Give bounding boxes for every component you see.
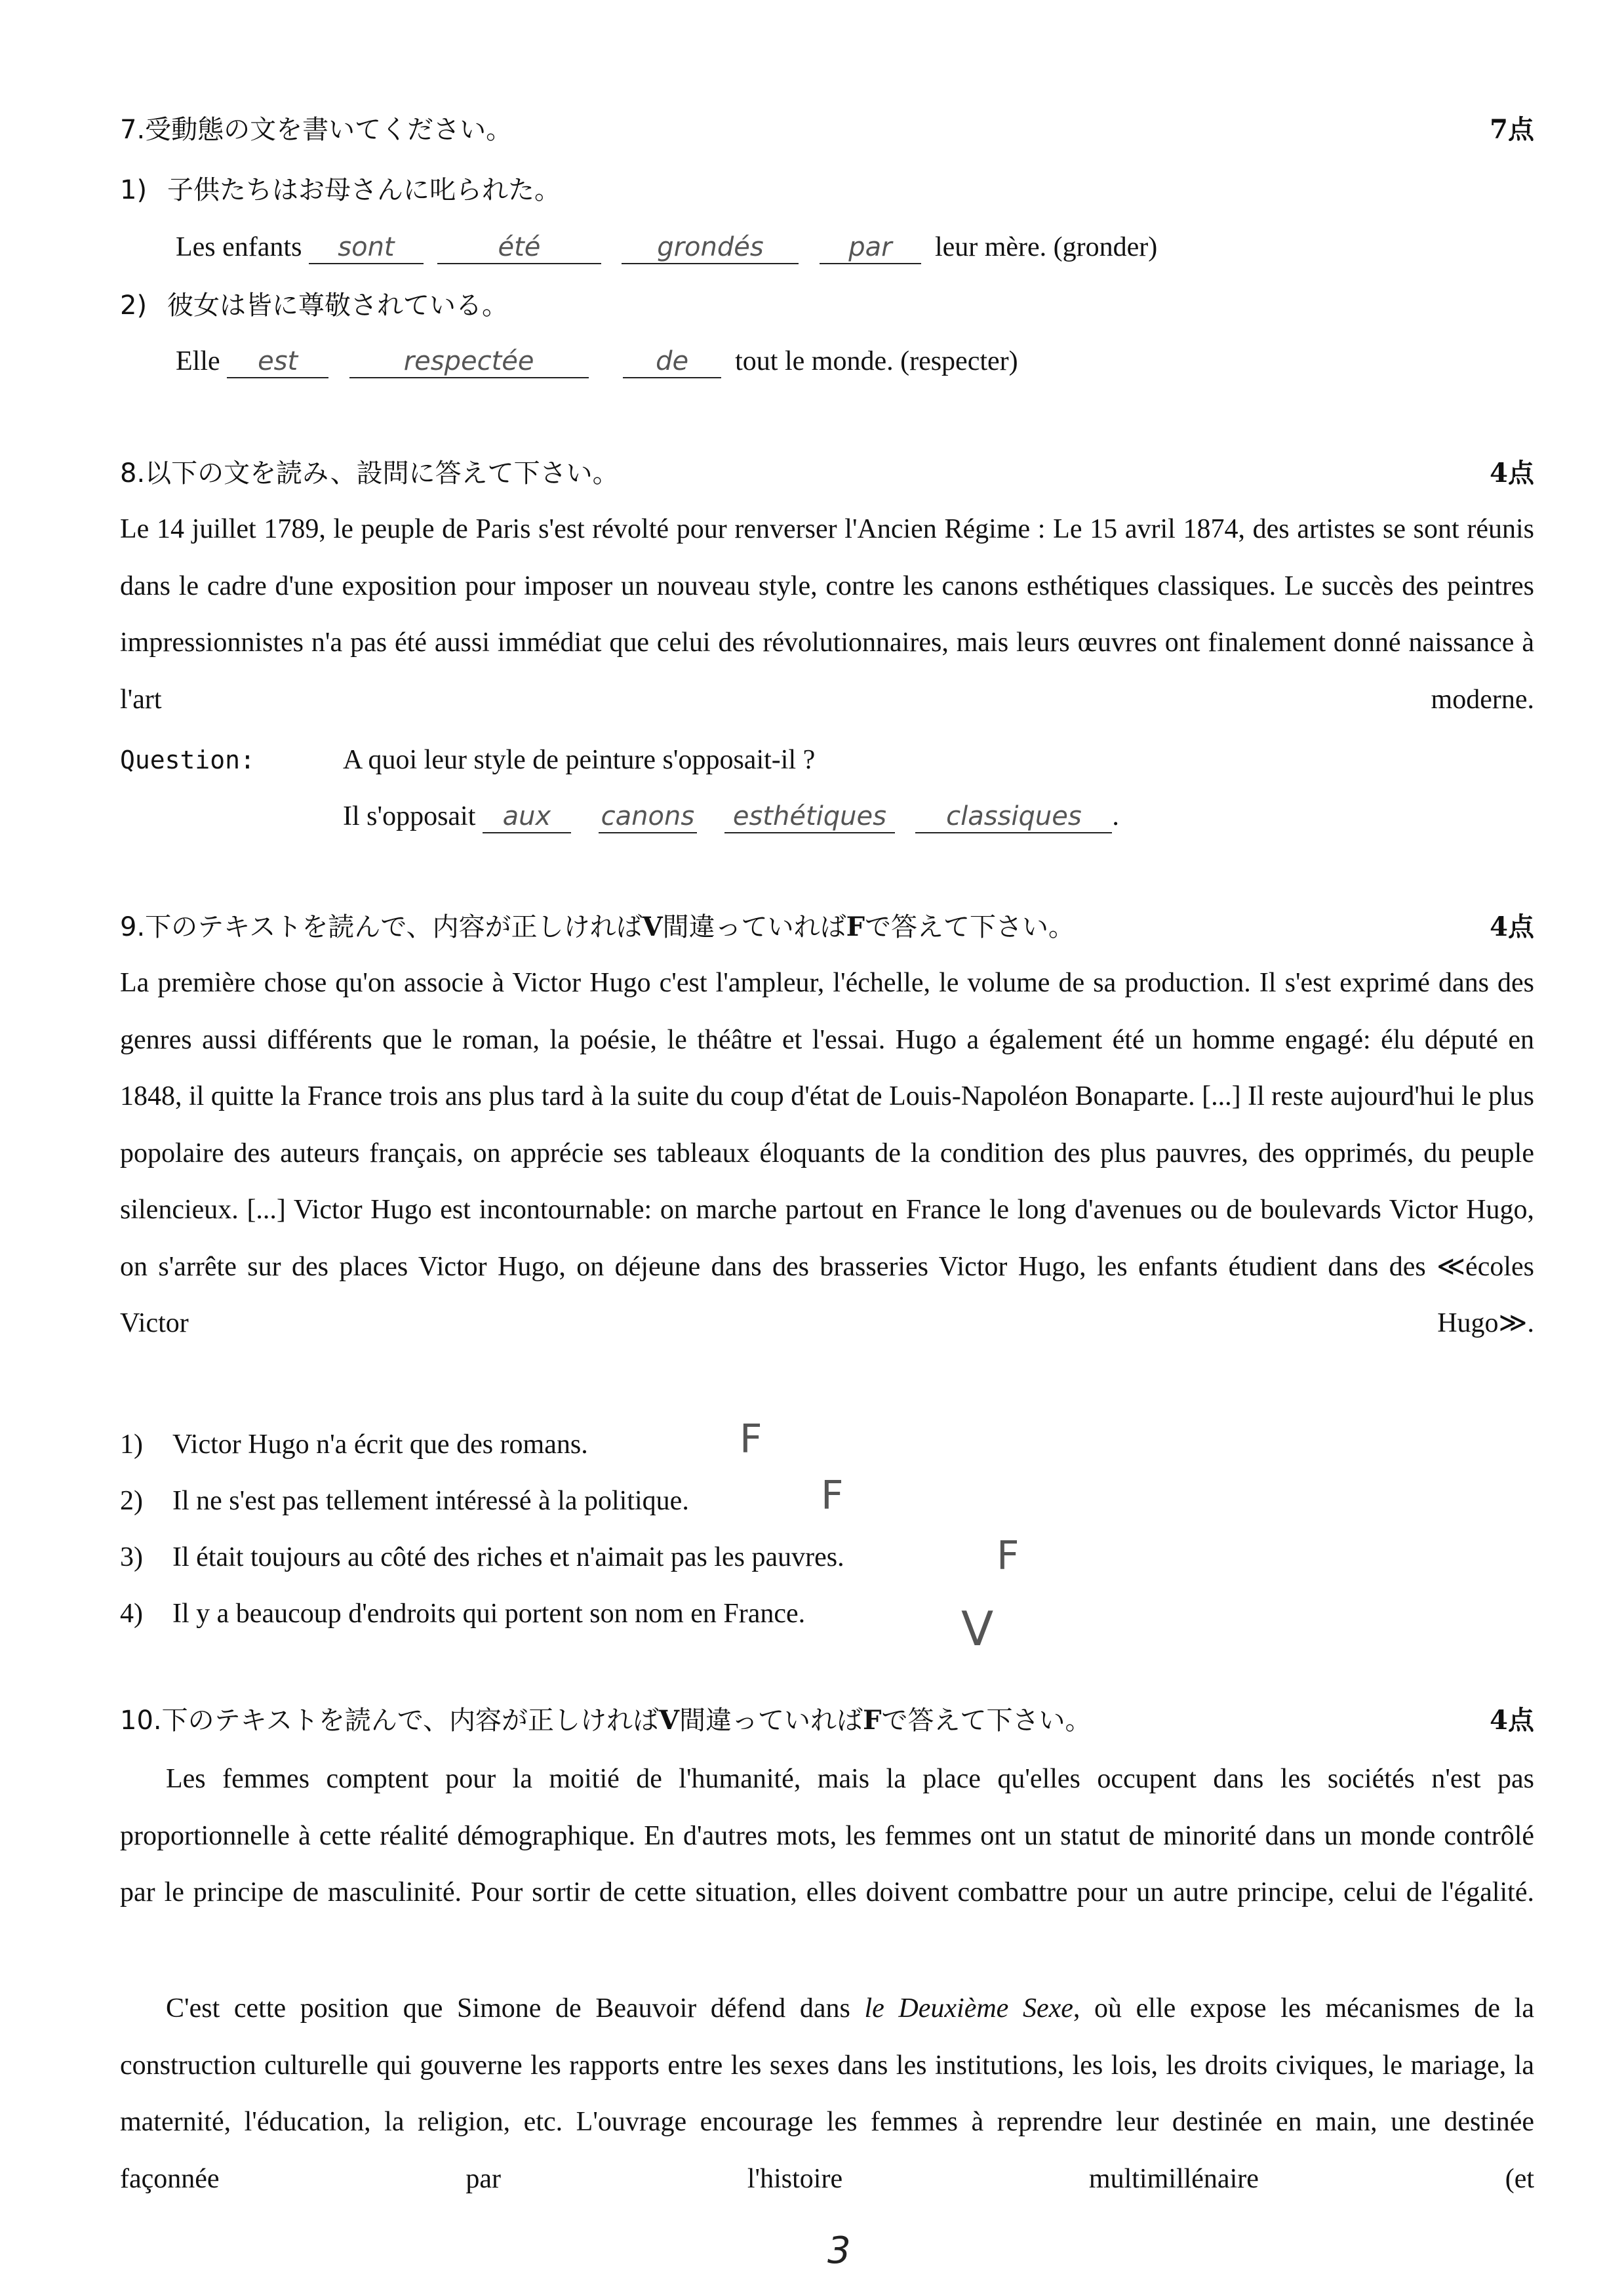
q8-question-label: Question: [120, 746, 255, 774]
q7-s2-answer-1[interactable]: est [227, 346, 328, 378]
q8-points: 4点 [1490, 458, 1534, 489]
q8-heading [120, 455, 1534, 492]
q8-answer-3[interactable]: esthétiques [724, 801, 895, 833]
q10-points: 4点 [1490, 1705, 1534, 1736]
q7-s2-end: tout le monde. (respecter) [735, 346, 1018, 376]
q7-sentence-2-jp [120, 287, 1534, 324]
q9-heading-a: 9.下のテキストを読んで、内容が正しければ [120, 912, 643, 942]
q7-sentence-1-jp [120, 172, 1534, 209]
q7-s1-number: 1) [120, 175, 148, 205]
q9-item-4-mark[interactable]: V [961, 1601, 994, 1656]
q10-heading-c: で答えて下さい。 [881, 1706, 1092, 1736]
q7-s1-answer-3[interactable]: grondés [622, 231, 799, 264]
q9-item-2-text: Il ne s'est pas tellement intéressé à la politique. [172, 1486, 689, 1516]
q9-item-2-mark[interactable]: F [821, 1473, 844, 1519]
q7-sentence-1-fr [176, 228, 1487, 266]
q7-s2-start: Elle [176, 346, 220, 376]
q10-heading-v: V [659, 1705, 680, 1736]
q10-heading-a: 10.下のテキストを読んで、内容が正しければ [120, 1706, 660, 1736]
q7-s2-answer-2[interactable]: respectée [349, 346, 589, 378]
q9-heading-b: 間違っていれば [662, 912, 846, 942]
q9-heading-f: F [846, 911, 865, 942]
q8-answer-4[interactable]: classiques [915, 801, 1112, 833]
q8-heading-text: 8.以下の文を読み、設問に答えて下さい。 [120, 458, 619, 489]
q7-s1-answer-2[interactable]: été [437, 231, 601, 264]
q10-paragraph-2 [120, 1980, 1534, 2264]
q7-heading-text: 7.受動態の文を書いてください。 [120, 115, 513, 145]
q8-answer-end: . [1112, 801, 1119, 831]
q7-points: 7点 [1490, 114, 1534, 145]
q9-heading-v: V [642, 911, 663, 942]
q8-answer-row [343, 797, 1523, 835]
q9-heading-c: で答えて下さい。 [865, 912, 1075, 942]
q8-answer-1[interactable]: aux [483, 801, 571, 833]
q7-s1-start: Les enfants [176, 232, 302, 262]
q7-s1-answer-1[interactable]: sont [309, 231, 424, 264]
q9-item-2 [120, 1482, 689, 1520]
q7-s2-japanese: 彼女は皆に尊敬されている。 [167, 290, 508, 321]
q7-heading [120, 111, 1534, 148]
q10-heading-f: F [863, 1705, 882, 1736]
q7-sentence-2-fr [176, 342, 1487, 380]
q8-question-row [120, 741, 1534, 779]
q7-s2-number: 2) [120, 290, 148, 321]
q9-item-3-number: 3) [120, 1542, 143, 1572]
q10-para2-rest: , où elle expose les mécanismes de la construction culturelle qui gouverne les rapports entre les sexes dans les institutions, les lois, les droits civiques, le mariage, la maternité, l'éducation, la religion, etc. L'ouvrage encourage les femmes à reprendre leur destinée en main, une destinée façonnée par l'histoire multimillénaire (et [120, 1993, 1534, 2194]
q8-answer-2[interactable]: canons [599, 801, 697, 833]
q9-points: 4点 [1490, 911, 1534, 942]
q9-item-1-mark[interactable]: F [740, 1416, 762, 1462]
q9-item-4-number: 4) [120, 1599, 143, 1629]
q9-heading [120, 909, 1534, 946]
q10-heading [120, 1702, 1534, 1739]
q8-answer-start: Il s'opposait [343, 801, 476, 831]
q7-s1-answer-4[interactable]: par [820, 231, 921, 264]
q10-paragraph-1: Les femmes comptent pour la moitié de l'humanité, mais la place qu'elles occupent dans les sociétés n'est pas proportionnelle à cette réalité démographique. En d'autres mots, les femmes ont un statut de minorité dans un monde contrôlé par le principe de masculinité. Pour sortir de cette situation, elles doivent combattre pour un autre principe, celui de l'égalité. [120, 1764, 1534, 1907]
q9-item-1 [120, 1426, 588, 1464]
q9-item-1-number: 1) [120, 1429, 143, 1460]
q9-item-3 [120, 1538, 844, 1576]
q9-passage: La première chose qu'on associe à Victor Hugo c'est l'ampleur, l'échelle, le volume de sa production. Il s'est exprimé dans des genres aussi différents que le roman, la poésie, le théâtre et l'essai. Hugo a également été un homme engagé: élu député en 1848, il quitte la France trois ans plus tard à la suite du coup d'état de Louis-Napoléon Bonaparte. [...] Il reste aujourd'hui le plus popolaire des auteurs français, on apprécie ses tableaux éloquants de la condition des plus pauvres, des opprimés, du peuple silencieux. [...] Victor Hugo est incontournable: on marche partout en France le long d'avenues ou de boulevards Victor Hugo, on s'arrête sur des places Victor Hugo, on déjeune dans des brasseries Victor Hugo, les enfants étudient dans des ≪écoles Victor Hugo≫. [120, 968, 1534, 1338]
q9-item-3-mark[interactable]: F [997, 1533, 1020, 1579]
q9-item-3-text: Il était toujours au côté des riches et n'aimait pas les pauvres. [172, 1542, 844, 1572]
q8-question-text: A quoi leur style de peinture s'opposait-il ? [343, 745, 816, 775]
q7-s1-japanese: 子供たちはお母さんに叱られた。 [167, 175, 561, 205]
q10-heading-b: 間違っていれば [679, 1706, 863, 1736]
q9-item-1-text: Victor Hugo n'a écrit que des romans. [172, 1429, 588, 1460]
q10-para2-start: C'est cette position que Simone de Beauvoir défend dans [166, 1993, 865, 2024]
page-number: 3 [827, 2229, 851, 2272]
q9-item-4 [120, 1595, 805, 1633]
q9-item-4-text: Il y a beaucoup d'endroits qui portent son nom en France. [172, 1599, 806, 1629]
q7-s1-end: leur mère. (gronder) [934, 232, 1158, 262]
q8-passage: Le 14 juillet 1789, le peuple de Paris s'est révolté pour renverser l'Ancien Régime : Le 15 avril 1874, des artistes se sont réunis dans le cadre d'une exposition pour imposer un nouveau style, contre les canons esthétiques classiques. Le succès des peintres impressionnistes n'a pas été aussi immédiat que celui des révolutionnaires, mais leurs œuvres ont finalement donné naissance à l'art moderne. [120, 514, 1534, 715]
q7-s2-answer-3[interactable]: de [623, 346, 721, 378]
q9-item-2-number: 2) [120, 1486, 143, 1516]
q10-book-title: le Deuxième Sexe [864, 1993, 1073, 2024]
